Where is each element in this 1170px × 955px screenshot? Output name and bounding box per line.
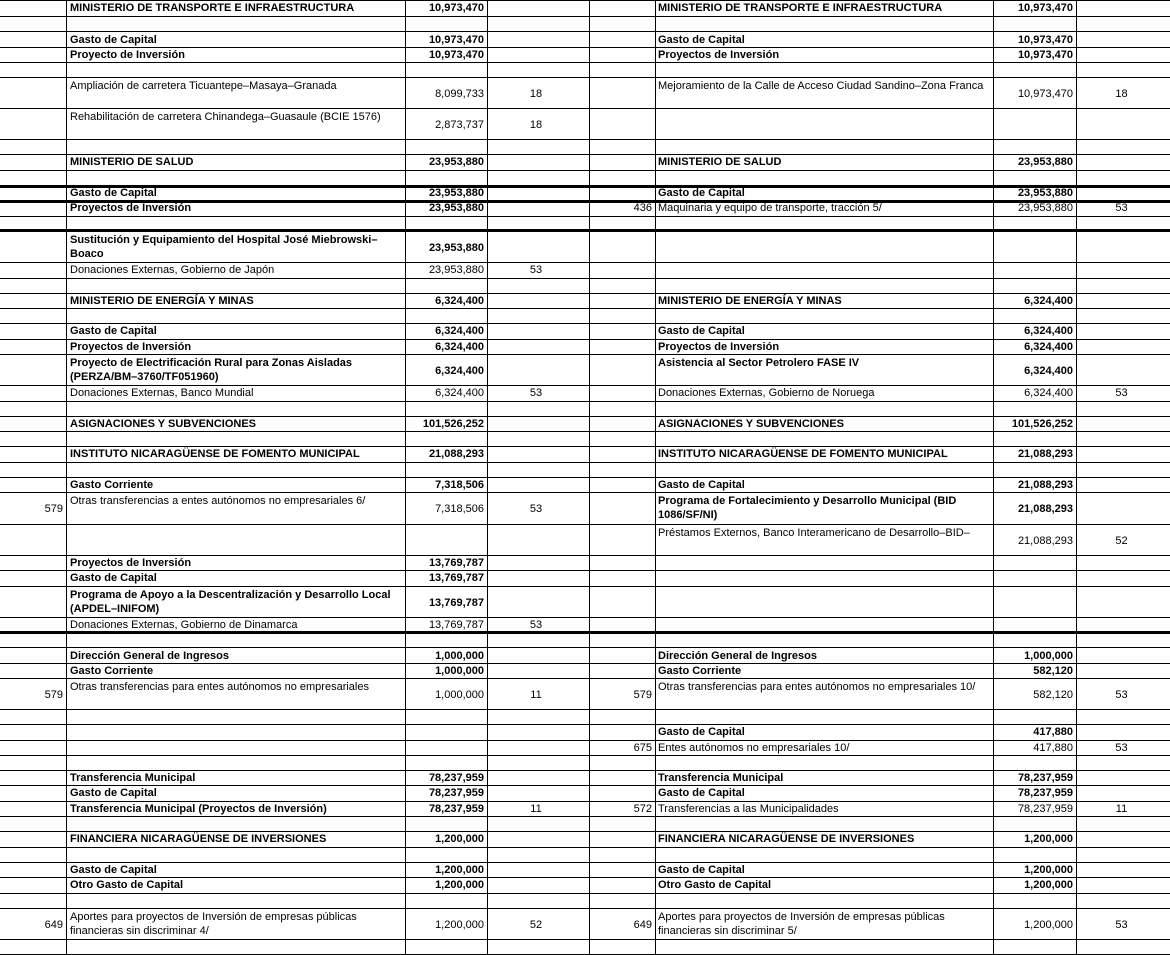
right-amount: 78,237,959 <box>1017 803 1073 815</box>
grid-row-line <box>0 908 1170 909</box>
grid-row-line <box>0 216 1170 217</box>
left-description: MINISTERIO DE SALUD <box>70 156 194 168</box>
section-divider-line <box>0 229 1170 232</box>
right-description: Asistencia al Sector Petrolero FASE IV <box>658 357 860 369</box>
left-amount: 13,769,787 <box>428 557 484 569</box>
right-source-code: 53 <box>1115 202 1128 214</box>
right-amount: 10,973,470 <box>1017 49 1073 61</box>
right-description: FINANCIERA NICARAGÜENSE DE INVERSIONES <box>658 833 915 845</box>
left-description: Otras transferencias a entes autónomos no empresariales 6/ <box>70 495 366 507</box>
left-description: Donaciones Externas, Gobierno de Dinamarca <box>70 619 298 631</box>
left-amount: 8,099,733 <box>435 88 484 100</box>
grid-row-line <box>0 755 1170 756</box>
left-description: Dirección General de Ingresos <box>70 650 229 662</box>
right-description: ASIGNACIONES Y SUBVENCIONES <box>658 418 845 430</box>
left-amount: 2,873,737 <box>435 119 484 131</box>
left-description: Donaciones Externas, Gobierno de Japón <box>70 264 275 276</box>
right-amount: 582,120 <box>1033 689 1073 701</box>
left-description: Gasto Corriente <box>70 479 154 491</box>
left-amount: 1,200,000 <box>435 919 484 931</box>
grid-row-line <box>0 31 1170 32</box>
grid-row-line <box>0 586 1170 587</box>
left-description: Gasto de Capital <box>70 34 157 46</box>
grid-row-line <box>0 647 1170 648</box>
right-source-code: 52 <box>1115 535 1128 547</box>
right-amount: 10,973,470 <box>1017 2 1073 14</box>
right-description: Gasto de Capital <box>658 325 745 337</box>
left-source-code: 11 <box>530 689 542 701</box>
left-amount: 23,953,880 <box>428 202 484 214</box>
left-amount: 23,953,880 <box>428 264 484 276</box>
right-amount: 23,953,880 <box>1017 156 1073 168</box>
left-description: Gasto de Capital <box>70 864 157 876</box>
right-amount: 21,088,293 <box>1017 448 1073 460</box>
left-description: Aportes para proyectos de Inversión de empresas públicas financieras sin discriminar 4/ <box>70 911 357 937</box>
left-description: Proyectos de Inversión <box>70 202 192 214</box>
left-amount: 1,200,000 <box>435 864 484 876</box>
left-amount: 1,000,000 <box>435 650 484 662</box>
right-description: MINISTERIO DE TRANSPORTE E INFRAESTRUCTURA <box>658 2 943 14</box>
left-amount: 10,973,470 <box>428 34 484 46</box>
right-description: Dirección General de Ingresos <box>658 650 817 662</box>
left-description: ASIGNACIONES Y SUBVENCIONES <box>70 418 257 430</box>
right-description: Gasto Corriente <box>658 665 742 677</box>
left-amount: 101,526,252 <box>422 418 484 430</box>
left-amount: 1,000,000 <box>435 689 484 701</box>
right-account-code: 649 <box>633 919 652 931</box>
left-description: Rehabilitación de carretera Chinandega–Guasaule (BCIE 1576) <box>70 111 381 123</box>
grid-row-line <box>0 492 1170 493</box>
left-amount: 1,200,000 <box>435 833 484 845</box>
left-amount: 6,324,400 <box>435 387 484 399</box>
right-amount: 1,200,000 <box>1024 864 1073 876</box>
left-amount: 6,324,400 <box>435 295 484 307</box>
right-description: Gasto de Capital <box>658 34 745 46</box>
left-description: Proyectos de Inversión <box>70 557 192 569</box>
right-description: Préstamos Externos, Banco Interamericano de Desarrollo–BID– <box>658 527 970 539</box>
right-amount: 1,200,000 <box>1024 833 1073 845</box>
right-description: INSTITUTO NICARAGÜENSE DE FOMENTO MUNICIPAL <box>658 448 948 460</box>
left-amount: 10,973,470 <box>428 2 484 14</box>
right-amount: 21,088,293 <box>1017 535 1073 547</box>
left-amount: 6,324,400 <box>435 365 484 377</box>
right-amount: 21,088,293 <box>1017 503 1073 515</box>
left-description: Donaciones Externas, Banco Mundial <box>70 387 254 399</box>
left-account-code: 579 <box>44 689 63 701</box>
left-amount: 1,200,000 <box>435 879 484 891</box>
left-description: Sustitución y Equipamiento del Hospital José Miebrowski–Boaco <box>70 234 378 260</box>
right-account-code: 579 <box>633 689 652 701</box>
grid-row-line <box>0 678 1170 679</box>
left-amount: 13,769,787 <box>428 619 484 631</box>
left-source-code: 11 <box>530 803 542 815</box>
right-amount: 6,324,400 <box>1024 341 1073 353</box>
left-amount: 13,769,787 <box>428 597 484 609</box>
right-amount: 78,237,959 <box>1017 772 1073 784</box>
right-account-code: 436 <box>633 202 652 214</box>
right-amount: 1,200,000 <box>1024 919 1073 931</box>
grid-row-line <box>0 462 1170 463</box>
left-amount: 23,953,880 <box>428 187 484 199</box>
grid-row-line <box>0 108 1170 109</box>
right-source-code: 18 <box>1115 88 1128 100</box>
left-description: FINANCIERA NICARAGÜENSE DE INVERSIONES <box>70 833 327 845</box>
left-description: Ampliación de carretera Ticuantepe–Masaya–Granada <box>70 80 337 92</box>
right-description: Transferencias a las Municipalidades <box>658 803 839 815</box>
right-description: Gasto de Capital <box>658 479 745 491</box>
left-amount: 23,953,880 <box>428 156 484 168</box>
right-amount: 582,120 <box>1033 665 1073 677</box>
left-amount: 7,318,506 <box>435 503 484 515</box>
right-description: Aportes para proyectos de Inversión de empresas públicas financieras sin discriminar 5/ <box>658 911 945 937</box>
right-source-code: 53 <box>1115 742 1128 754</box>
right-description: Mejoramiento de la Calle de Acceso Ciudad Sandino–Zona Franca <box>658 80 984 92</box>
grid-row-line <box>0 170 1170 171</box>
left-source-code: 52 <box>529 919 543 931</box>
left-description: MINISTERIO DE TRANSPORTE E INFRAESTRUCTURA <box>70 2 355 14</box>
right-amount: 6,324,400 <box>1024 325 1073 337</box>
left-description: INSTITUTO NICARAGÜENSE DE FOMENTO MUNICIPAL <box>70 448 360 460</box>
right-source-code: 53 <box>1115 387 1128 399</box>
left-amount: 78,237,959 <box>428 803 484 815</box>
right-description: Entes autónomos no empresariales 10/ <box>658 742 850 754</box>
right-amount: 6,324,400 <box>1024 295 1073 307</box>
left-source-code: 53 <box>529 264 543 276</box>
right-amount: 10,973,470 <box>1017 34 1073 46</box>
left-source-code: 18 <box>529 119 543 131</box>
grid-row-line <box>0 16 1170 17</box>
left-description: Otras transferencias para entes autónomos no empresariales <box>70 681 369 693</box>
right-amount: 417,880 <box>1033 742 1073 754</box>
right-description: Maquinaria y equipo de transporte, tracción 5/ <box>658 202 882 214</box>
grid-row-line <box>0 77 1170 78</box>
grid-row-line <box>0 278 1170 279</box>
left-description: Gasto de Capital <box>70 572 157 584</box>
left-description: Proyecto de Inversión <box>70 49 185 61</box>
grid-row-line <box>0 401 1170 402</box>
left-description: Proyectos de Inversión <box>70 341 192 353</box>
left-description: Transferencia Municipal (Proyectos de Inversión) <box>70 803 327 815</box>
left-source-code: 53 <box>529 387 543 399</box>
right-source-code: 53 <box>1115 689 1128 701</box>
right-description: MINISTERIO DE ENERGÍA Y MINAS <box>658 295 842 307</box>
left-description: Otro Gasto de Capital <box>70 879 184 891</box>
right-amount: 6,324,400 <box>1024 387 1073 399</box>
right-description: Transferencia Municipal <box>658 772 784 784</box>
right-source-code: 53 <box>1115 919 1128 931</box>
right-description: Gasto de Capital <box>658 787 745 799</box>
right-description: Gasto de Capital <box>658 864 745 876</box>
grid-row-line <box>0 816 1170 817</box>
right-amount: 23,953,880 <box>1017 202 1073 214</box>
left-amount: 7,318,506 <box>435 479 484 491</box>
left-amount: 23,953,880 <box>428 242 484 254</box>
right-amount: 1,200,000 <box>1024 879 1073 891</box>
left-description: Gasto de Capital <box>70 787 157 799</box>
right-description: Gasto de Capital <box>658 726 745 738</box>
left-account-code: 649 <box>44 919 63 931</box>
grid-row-line <box>0 847 1170 848</box>
right-amount: 23,953,880 <box>1017 187 1073 199</box>
right-description: Otro Gasto de Capital <box>658 879 772 891</box>
right-source-code: 11 <box>1115 803 1128 815</box>
right-description: Proyectos de Inversión <box>658 49 780 61</box>
right-amount: 1,000,000 <box>1024 650 1073 662</box>
left-amount: 78,237,959 <box>428 772 484 784</box>
right-amount: 10,973,470 <box>1017 88 1073 100</box>
left-description: Gasto Corriente <box>70 665 154 677</box>
right-description: Proyectos de Inversión <box>658 341 780 353</box>
left-source-code: 18 <box>529 88 543 100</box>
right-amount: 21,088,293 <box>1017 479 1073 491</box>
right-description: MINISTERIO DE SALUD <box>658 156 782 168</box>
right-amount: 417,880 <box>1033 726 1073 738</box>
left-description: MINISTERIO DE ENERGÍA Y MINAS <box>70 295 254 307</box>
left-account-code: 579 <box>44 503 63 515</box>
left-amount: 78,237,959 <box>428 787 484 799</box>
right-amount: 101,526,252 <box>1011 418 1073 430</box>
right-amount: 6,324,400 <box>1024 365 1073 377</box>
right-amount: 78,237,959 <box>1017 787 1073 799</box>
left-amount: 1,000,000 <box>435 665 484 677</box>
left-amount: 10,973,470 <box>428 49 484 61</box>
grid-row-line <box>0 139 1170 140</box>
left-description: Gasto de Capital <box>70 325 157 337</box>
right-description: Gasto de Capital <box>658 187 745 199</box>
right-description: Programa de Fortalecimiento y Desarrollo Municipal (BID 1086/SF/NI) <box>658 495 957 521</box>
right-description: Otras transferencias para entes autónomos no empresariales 10/ <box>658 681 976 693</box>
left-amount: 13,769,787 <box>428 572 484 584</box>
left-description: Transferencia Municipal <box>70 772 196 784</box>
right-account-code: 675 <box>633 742 652 754</box>
left-amount: 21,088,293 <box>428 448 484 460</box>
left-source-code: 53 <box>529 503 543 515</box>
left-description: Proyecto de Electrificación Rural para Zonas Aisladas (PERZA/BM–3760/TF051960) <box>70 357 353 383</box>
grid-row-line <box>0 893 1170 894</box>
grid-row-line <box>0 524 1170 525</box>
left-source-code: 53 <box>529 619 543 631</box>
right-account-code: 572 <box>633 803 652 815</box>
left-description: Gasto de Capital <box>70 187 157 199</box>
left-amount: 6,324,400 <box>435 341 484 353</box>
left-description: Programa de Apoyo a la Descentralización y Desarrollo Local (APDEL–INIFOM) <box>70 589 391 615</box>
right-description: Donaciones Externas, Gobierno de Noruega <box>658 387 875 399</box>
left-amount: 6,324,400 <box>435 325 484 337</box>
grid-row-line <box>0 62 1170 63</box>
